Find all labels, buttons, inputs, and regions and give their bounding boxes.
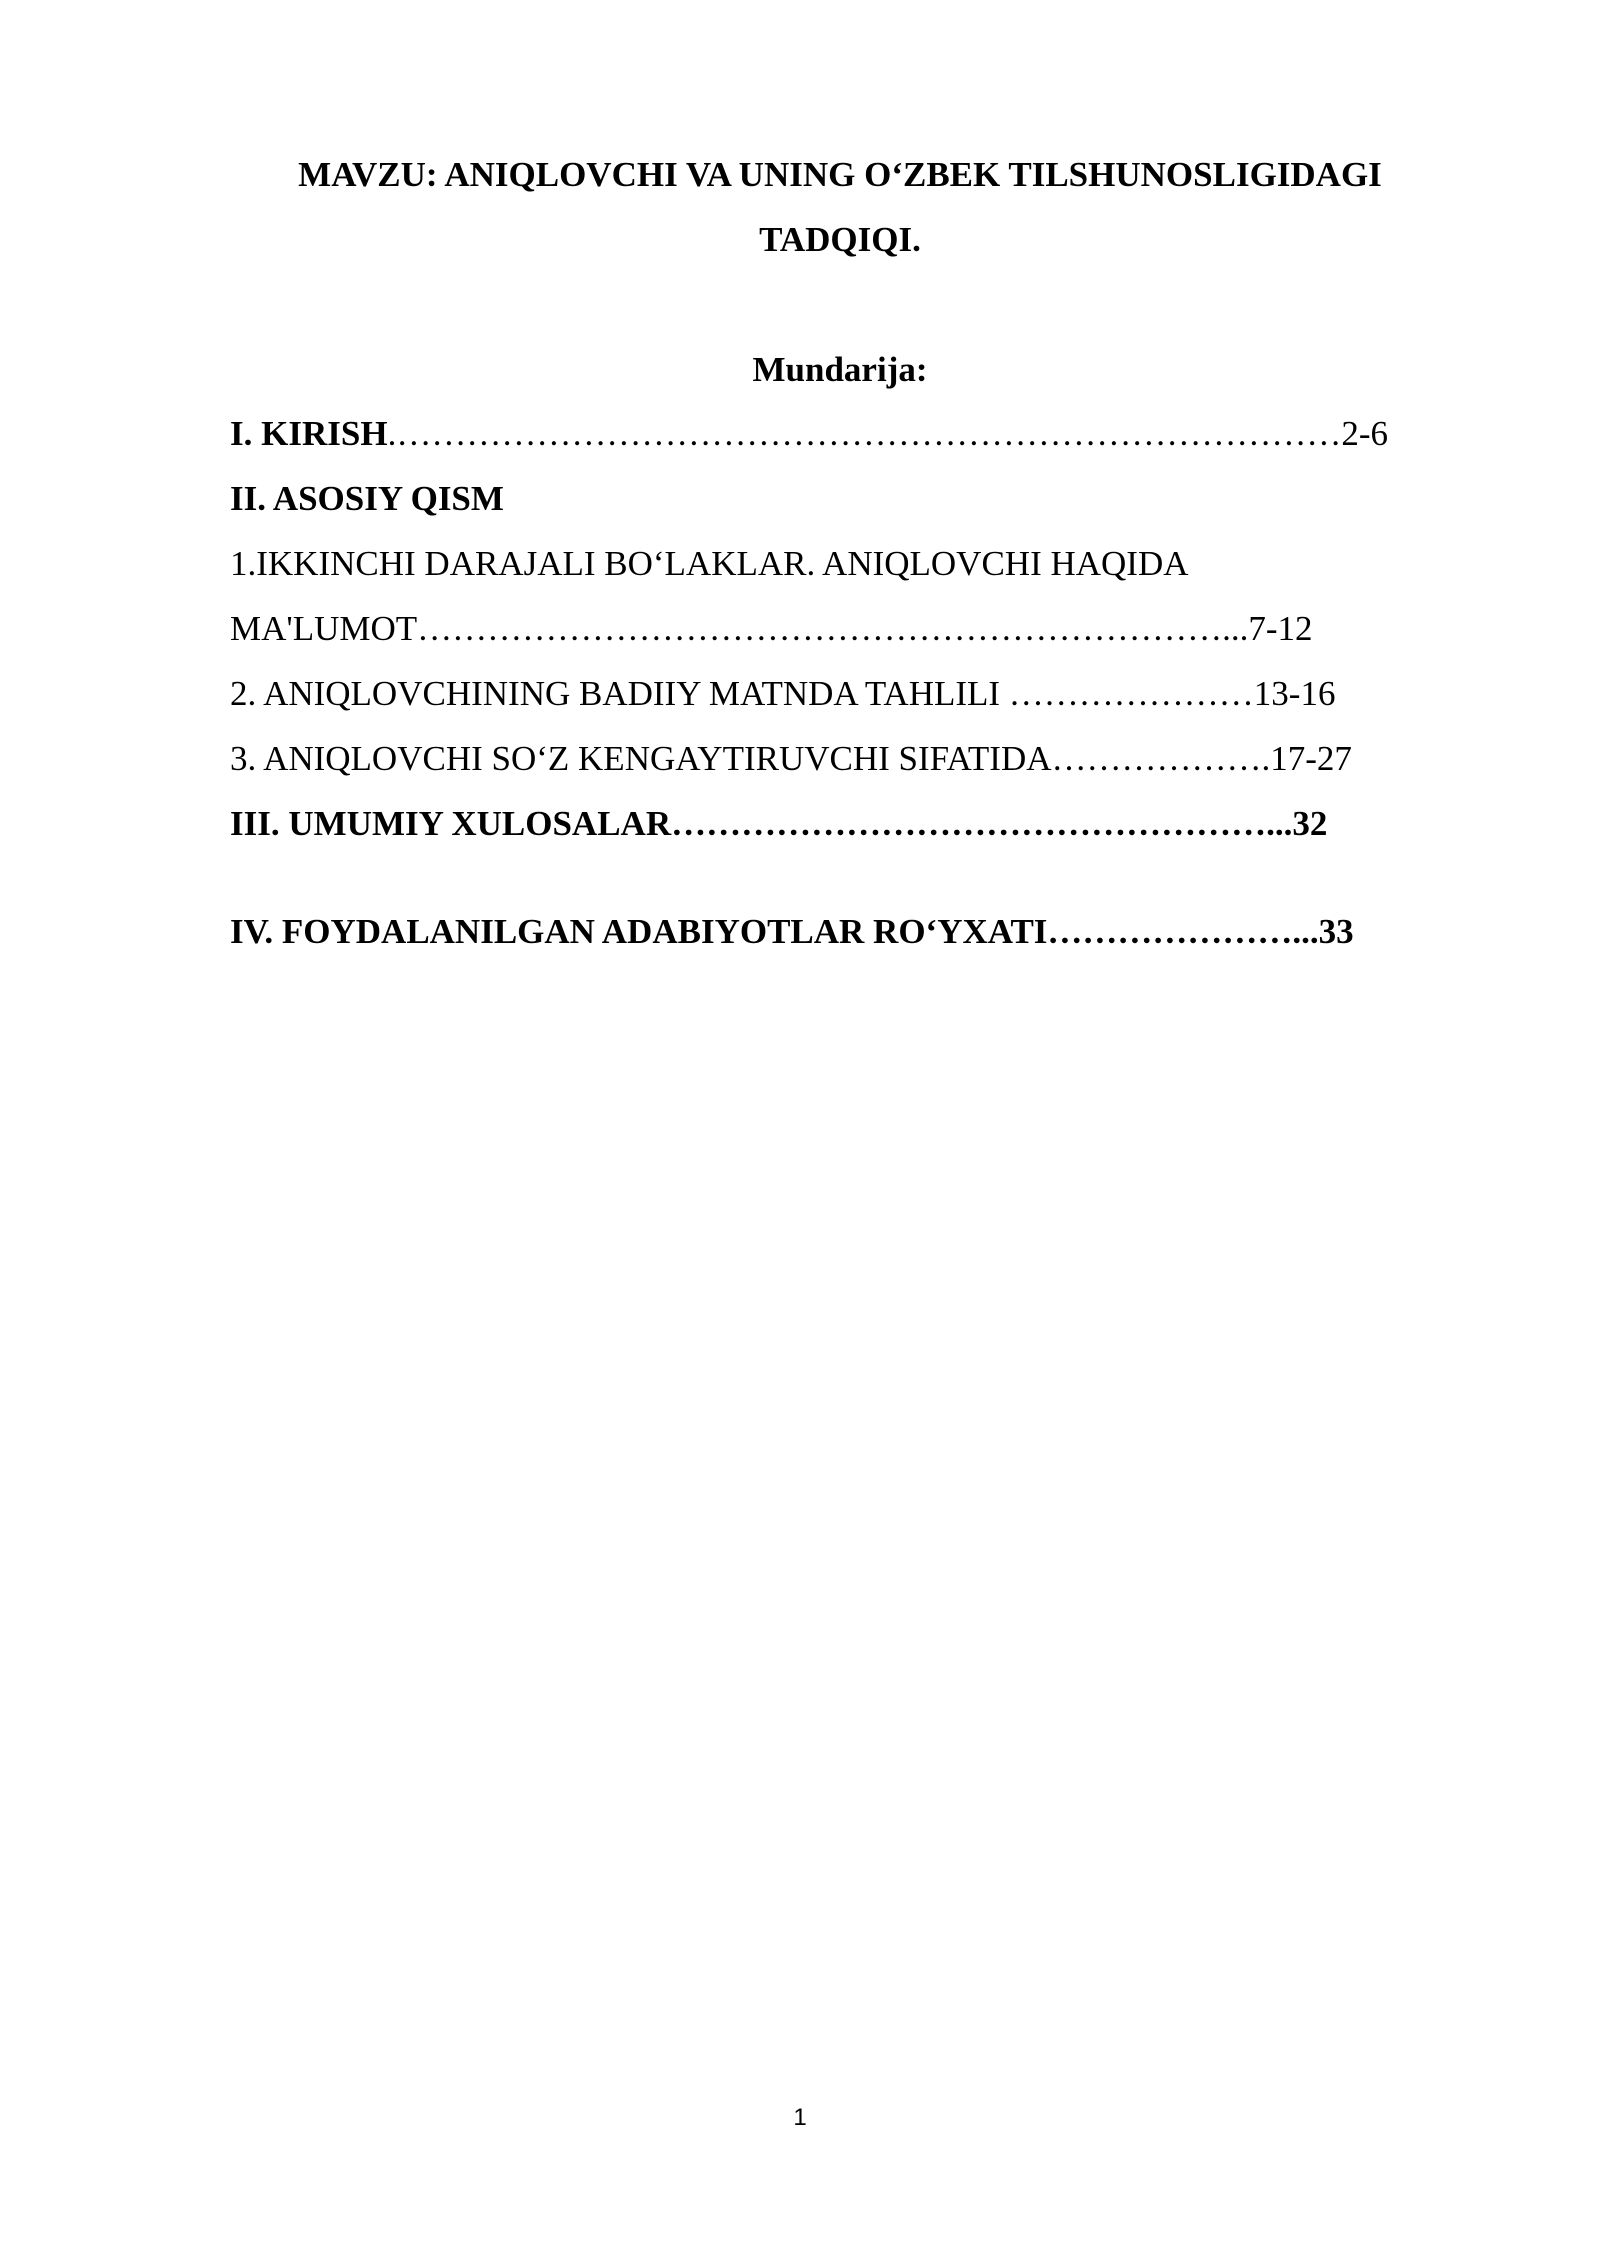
toc-entry-page: 2-6 [1341, 414, 1388, 453]
toc-entry-leader: …………………... [1047, 912, 1319, 951]
toc-entry-xulosalar [230, 804, 1327, 844]
toc-entry-text: IV. FOYDALANILGAN ADABIYOTLAR RO‘YXATI [230, 912, 1048, 951]
toc-entry-adabiyotlar [230, 912, 1354, 952]
toc-entry-text: 2. ANIQLOVCHINING BADIIY MATNDA TAHLILI [230, 674, 1009, 713]
toc-heading: Mundarija: [752, 350, 928, 389]
page-number: 1 [793, 2104, 807, 2131]
toc-entry-3 [230, 739, 1352, 779]
document-title-line-1: MAVZU: ANIQLOVCHI VA UNING O‘ZBEK TILSHUNOSLIGIDAGI [298, 155, 1382, 194]
toc-entry-2 [230, 674, 1335, 714]
toc-entry-text: 3. ANIQLOVCHI SO‘Z KENGAYTIRUVCHI SIFATIDA [230, 739, 1052, 778]
toc-entry-page: 13-16 [1253, 674, 1336, 713]
toc-entry-kirish [230, 414, 1388, 454]
toc-entry-leader: ………………… [1008, 674, 1254, 713]
toc-entry-text: II. ASOSIY QISM [230, 479, 504, 518]
toc-entry-page: 7-12 [1248, 609, 1313, 648]
toc-entry-page: 32 [1292, 804, 1328, 843]
toc-entry-asosiy-qism [230, 479, 504, 519]
toc-entry-page: 17-27 [1270, 739, 1352, 778]
toc-entry-text: MA'LUMOT [230, 609, 418, 648]
toc-entry-page: 33 [1318, 912, 1354, 951]
toc-entry-text: 1.IKKINCHI DARAJALI BO‘LAKLAR. ANIQLOVCHI HAQIDA [230, 544, 1189, 583]
toc-entry-leader: ………………. [1051, 739, 1271, 778]
toc-entry-leader: ……………………………………………………………... [417, 609, 1249, 648]
toc-entry-text: I. KIRISH [230, 414, 388, 453]
toc-entry-1-line-1 [230, 544, 1189, 584]
toc-entry-1-line-2 [230, 609, 1313, 649]
toc-entry-leader: .……………………………………………………………………… [387, 414, 1342, 453]
toc-entry-text: III. UMUMIY XULOSALAR [230, 804, 672, 843]
document-title-line-2: TADQIQI. [759, 220, 921, 259]
toc-entry-leader: ……………………………………………... [671, 804, 1293, 843]
